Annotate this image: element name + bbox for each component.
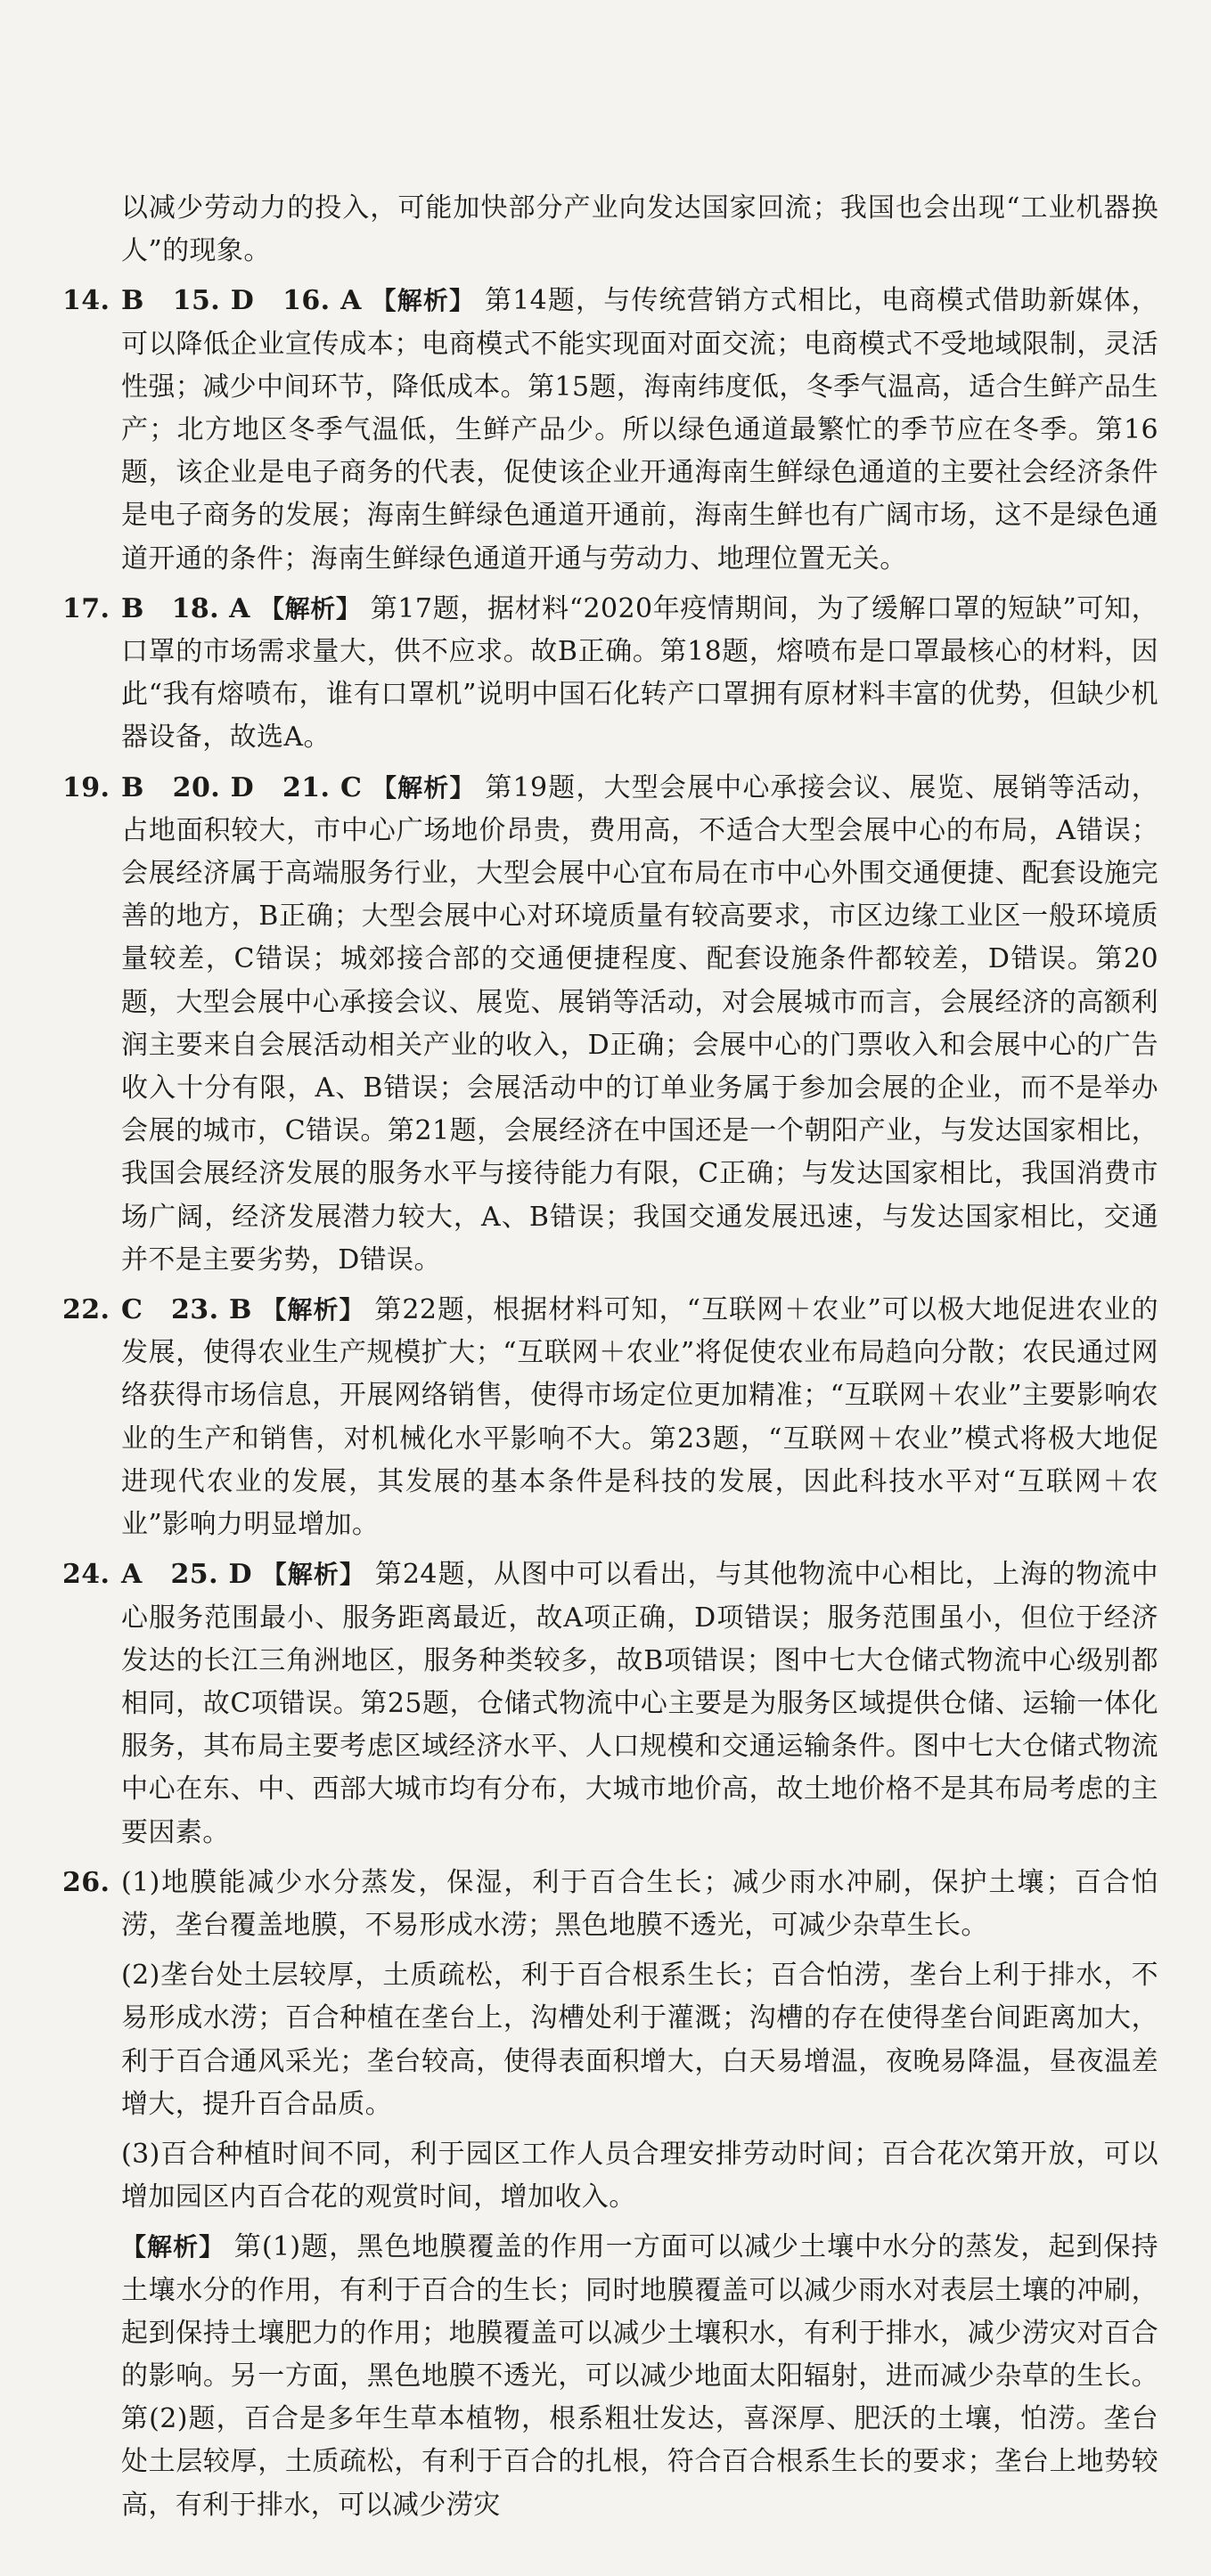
analysis-label: 【解析】 — [371, 286, 476, 316]
answer-17-18 — [62, 588, 1158, 760]
question-number: 17. — [62, 592, 110, 624]
analysis-label: 【解析】 — [258, 593, 362, 624]
answer-26-part3 — [62, 2133, 1158, 2219]
analysis-text: 第24题，从图中可以看出，与其他物流中心相比，上海的物流中心服务范围最小、服务距离最近，故A项正确，D项错误；服务范围虽小，但位于经济发达的长江三角洲地区，服务种类较多，故B项错误；图中七大仓储式物流中心级别都相同，故C项错误。第25题，仓储式物流中心主要是为服务区域提供仓储、运输一体化服务，其布局主要考虑区域经济水平、人口规模和交通运输条件。图中七大仓储式物流中心在东、中、西部大城市均有分布，大城市地价高，故土地价格不是其布局考虑的主要因素。 — [121, 1559, 1159, 1848]
question-number: 19. — [62, 771, 110, 803]
answer-26-part1 — [62, 1862, 1158, 1947]
answer-choices: A 25. D — [121, 1559, 252, 1591]
question-number: 24. — [62, 1559, 110, 1591]
question-number: 14. — [62, 285, 110, 317]
continuation-paragraph — [62, 187, 1158, 273]
answer-choices: C 23. B — [121, 1294, 252, 1326]
answer-26-part2 — [62, 1954, 1158, 2126]
question-number: 26. — [62, 1866, 110, 1898]
answer-content — [62, 187, 1158, 2534]
answer-text: (2)垄台处土层较厚，土质疏松，利于百合根系生长；百合怕涝，垄台上利于排水，不易形成水涝；百合种植在垄台上，沟槽处利于灌溉；沟槽的存在使得垄台间距离加大，利于百合通风采光；垄台较高，使得表面积增大，白天易增温，夜晚易降温，昼夜温差增大，提升百合品质。 — [121, 1960, 1158, 2120]
analysis-label: 【解析】 — [261, 1560, 366, 1590]
analysis-text: 第(1)题，黑色地膜覆盖的作用一方面可以减少土壤中水分的蒸发，起到保持土壤水分的作用，有利于百合的生长；同时地膜覆盖可以减少雨水对表层土壤的冲刷，起到保持土壤肥力的作用；地膜覆盖可以减少土壤积水，有利于排水，减少涝灾对百合的影响。另一方面，黑色地膜不透光，可以减少地面太阳辐射，进而减少杂草的生长。第(2)题，百合是多年生草本植物，根系粗壮发达，喜深厚、肥沃的土壤，怕涝。垄台处土层较厚，土质疏松，有利于百合的扎根，符合百合根系生长的要求；垄台上地势较高，有利于排水，可以减少涝灾 — [121, 2231, 1159, 2521]
answer-choices: B 15. D 16. A — [121, 285, 362, 317]
answer-text: (3)百合种植时间不同，利于园区工作人员合理安排劳动时间；百合花次第开放，可以增加园区内百合花的观赏时间，增加收入。 — [121, 2138, 1158, 2213]
analysis-text: 第19题，大型会展中心承接会议、展览、展销等活动，占地面积较大，市中心广场地价昂贵，费用高，不适合大型会展中心的布局，A错误；会展经济属于高端服务行业，大型会展中心宜布局在市中心外围交通便捷、配套设施完善的地方，B正确；大型会展中心对环境质量有较高要求，市区边缘工业区一般环境质量较差，C错误；城郊接合部的交通便捷程度、配套设施条件都较差，D错误。第20题，大型会展中心承接会议、展览、展销等活动，对会展城市而言，会展经济的高额利润主要来自会展活动相关产业的收入，D正确；会展中心的门票收入和会展中心的广告收入十分有限，A、B错误；会展活动中的订单业务属于参加会展的企业，而不是举办会展的城市，C错误。第21题，会展经济在中国还是一个朝阳产业，与发达国家相比，我国会展经济发展的服务水平与接待能力有限，C正确；与发达国家相比，我国消费市场广阔，经济发展潜力较大，A、B错误；我国交通发展迅速，与发达国家相比，交通并不是主要劣势，D错误。 — [121, 771, 1158, 1276]
answer-choices: B 20. D 21. C — [121, 771, 363, 803]
analysis-text: 第14题，与传统营销方式相比，电商模式借助新媒体，可以降低企业宣传成本；电商模式不能实现面对面交流；电商模式不受地域限制，灵活性强；减少中间环节，降低成本。第15题，海南纬度低，冬季气温高，适合生鲜产品生产；北方地区冬季气温低，生鲜产品少。所以绿色通道最繁忙的季节应在冬季。第16题，该企业是电子商务的代表，促使该企业开通海南生鲜绿色通道的主要社会经济条件是电子商务的发展；海南生鲜绿色通道开通前，海南生鲜也有广阔市场，这不是绿色通道开通的条件；海南生鲜绿色通道开通与劳动力、地理位置无关。 — [121, 285, 1159, 575]
answer-19-21 — [62, 767, 1158, 1282]
answer-text: (1)地膜能减少水分蒸发，保湿，利于百合生长；减少雨水冲刷，保护土壤；百合怕涝，垄台覆盖地膜，不易形成水涝；黑色地膜不透光，可减少杂草生长。 — [121, 1866, 1158, 1941]
answer-14-16 — [62, 280, 1158, 580]
answer-26-analysis — [62, 2226, 1158, 2526]
paragraph-text: 以减少劳动力的投入，可能加快部分产业向发达国家回流；我国也会出现“工业机器换人”的现象。 — [121, 192, 1158, 267]
answer-22-23 — [62, 1289, 1158, 1546]
analysis-label: 【解析】 — [371, 772, 476, 803]
analysis-text: 第17题，据材料“2020年疫情期间，为了缓解口罩的短缺”可知，口罩的市场需求量大，供不应求。故B正确。第18题，熔喷布是口罩最核心的材料，因此“我有熔喷布，谁有口罩机”说明中国石化转产口罩拥有原材料丰富的优势，但缺少机器设备，故选A。 — [121, 592, 1159, 754]
answer-choices: B 18. A — [121, 592, 250, 624]
analysis-label: 【解析】 — [121, 2232, 225, 2262]
analysis-text: 第22题，根据材料可知，“互联网＋农业”可以极大地促进农业的发展，使得农业生产规模扩大；“互联网＋农业”将促使农业布局趋向分散；农民通过网络获得市场信息，开展网络销售，使得市场定位更加精准；“互联网＋农业”主要影响农业的生产和销售，对机械化水平影响不大。第23题，“互联网＋农业”模式将极大地促进现代农业的发展，其发展的基本条件是科技的发展，因此科技水平对“互联网＋农业”影响力明显增加。 — [121, 1294, 1159, 1541]
analysis-label: 【解析】 — [261, 1295, 365, 1325]
answer-24-25 — [62, 1553, 1158, 1854]
question-number: 22. — [62, 1294, 110, 1326]
